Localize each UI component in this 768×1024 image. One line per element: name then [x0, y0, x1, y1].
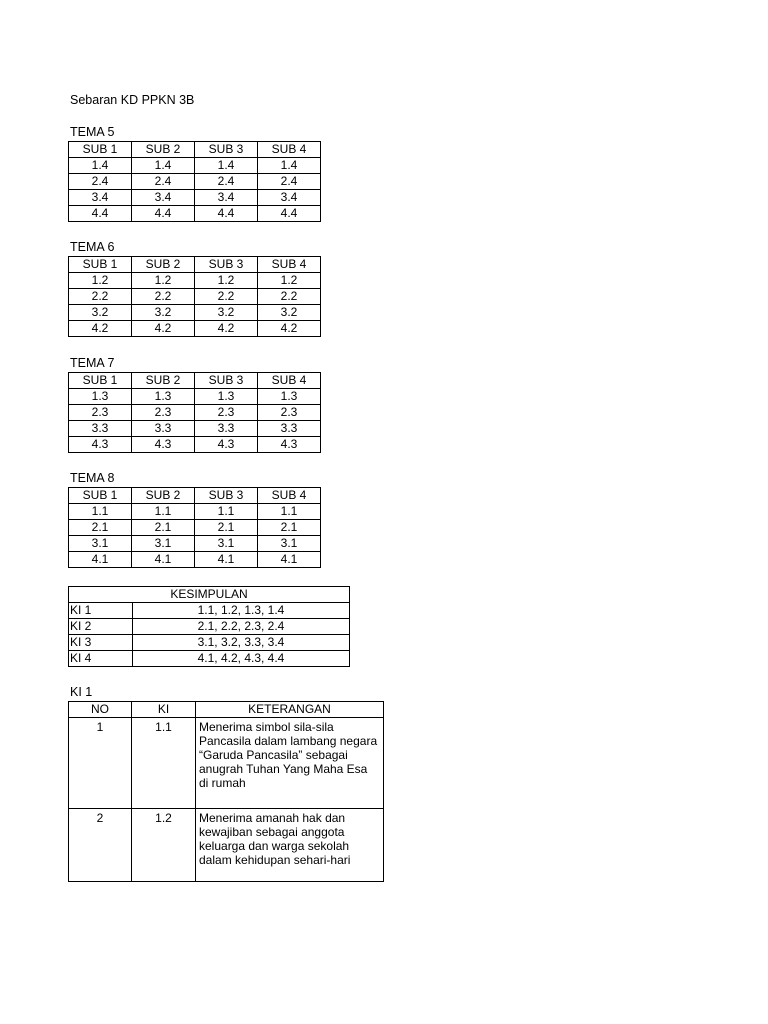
- table-header-row: [69, 257, 321, 273]
- table-row: [69, 536, 321, 552]
- table-cell: 3.4: [69, 190, 132, 206]
- table-cell: 1.2: [258, 273, 321, 289]
- table-cell: 3.3: [132, 421, 195, 437]
- table-cell: 1: [69, 718, 132, 809]
- table-cell: 2.3: [132, 405, 195, 421]
- table-cell: 2.2: [69, 289, 132, 305]
- table-header-row: [69, 373, 321, 389]
- table-cell: 2.1: [132, 520, 195, 536]
- table-cell: 4.1: [258, 552, 321, 568]
- table-row: [69, 552, 321, 568]
- table-cell: 1.2: [132, 273, 195, 289]
- table-cell: 1.1: [195, 504, 258, 520]
- table-cell: 4.1, 4.2, 4.3, 4.4: [133, 651, 350, 667]
- table-cell: 2.1, 2.2, 2.3, 2.4: [133, 619, 350, 635]
- header-ki: KI: [132, 702, 196, 718]
- table-row: [69, 289, 321, 305]
- ki-1-table: [68, 701, 384, 882]
- tema-8-label: TEMA 8: [70, 471, 115, 485]
- table-cell: 2.4: [258, 174, 321, 190]
- header-sub-3: SUB 3: [195, 488, 258, 504]
- tema-5-table: [68, 141, 321, 222]
- table-cell: Menerima amanah hak dan kewajiban sebagai anggota keluarga dan warga sekolah dalam kehidupan sehari-hari: [196, 809, 384, 882]
- table-cell: 3.2: [132, 305, 195, 321]
- table-cell: 2: [69, 809, 132, 882]
- kesimpulan-table: [68, 586, 350, 667]
- table-cell: 3.4: [195, 190, 258, 206]
- table-cell: 3.3: [258, 421, 321, 437]
- table-cell: 4.3: [132, 437, 195, 453]
- tema-7-table: [68, 372, 321, 453]
- table-row: [69, 520, 321, 536]
- table-cell: 1.3: [258, 389, 321, 405]
- table-row: [69, 504, 321, 520]
- table-row: [69, 718, 384, 809]
- header-sub-1: SUB 1: [69, 142, 132, 158]
- header-sub-4: SUB 4: [258, 257, 321, 273]
- table-row: [69, 174, 321, 190]
- table-row: [69, 603, 350, 619]
- table-cell: 1.2: [69, 273, 132, 289]
- table-cell: 2.1: [258, 520, 321, 536]
- header-sub-2: SUB 2: [132, 488, 195, 504]
- table-row: [69, 437, 321, 453]
- table-row: [69, 421, 321, 437]
- header-no: NO: [69, 702, 132, 718]
- table-cell: 1.3: [69, 389, 132, 405]
- table-cell: 3.4: [132, 190, 195, 206]
- table-cell: 4.2: [195, 321, 258, 337]
- table-cell: 2.1: [195, 520, 258, 536]
- table-cell: 4.2: [258, 321, 321, 337]
- table-cell: 3.3: [69, 421, 132, 437]
- header-sub-1: SUB 1: [69, 257, 132, 273]
- table-cell: 1.2: [132, 809, 196, 882]
- header-keterangan: KETERANGAN: [196, 702, 384, 718]
- table-cell: 2.1: [69, 520, 132, 536]
- table-row: [69, 190, 321, 206]
- table-cell: 3.4: [258, 190, 321, 206]
- table-cell: 4.1: [132, 552, 195, 568]
- table-cell: 1.1, 1.2, 1.3, 1.4: [133, 603, 350, 619]
- table-cell: 1.4: [258, 158, 321, 174]
- header-sub-2: SUB 2: [132, 373, 195, 389]
- table-cell: 4.3: [69, 437, 132, 453]
- table-row: [69, 405, 321, 421]
- table-cell: 1.1: [69, 504, 132, 520]
- table-cell: 4.4: [258, 206, 321, 222]
- table-cell: 4.1: [69, 552, 132, 568]
- table-cell: 1.4: [132, 158, 195, 174]
- header-sub-3: SUB 3: [195, 142, 258, 158]
- table-cell: 3.1: [258, 536, 321, 552]
- table-header-row: [69, 142, 321, 158]
- table-cell: 2.4: [132, 174, 195, 190]
- table-row: [69, 321, 321, 337]
- table-cell: 2.2: [258, 289, 321, 305]
- table-row: [69, 651, 350, 667]
- table-cell: 4.2: [69, 321, 132, 337]
- ki-1-label: KI 1: [70, 685, 93, 699]
- header-sub-4: SUB 4: [258, 373, 321, 389]
- header-sub-4: SUB 4: [258, 142, 321, 158]
- table-cell: 4.3: [195, 437, 258, 453]
- table-row: [69, 305, 321, 321]
- table-cell: 4.4: [132, 206, 195, 222]
- table-header-row: [69, 702, 384, 718]
- table-row: [69, 635, 350, 651]
- kesimpulan-header: KESIMPULAN: [69, 587, 350, 603]
- table-row: [69, 273, 321, 289]
- table-cell: 2.3: [195, 405, 258, 421]
- table-cell: 1.1: [258, 504, 321, 520]
- tema-7-label: TEMA 7: [70, 356, 115, 370]
- table-cell: 4.1: [195, 552, 258, 568]
- table-cell: 2.4: [195, 174, 258, 190]
- tema-5-label: TEMA 5: [70, 125, 115, 139]
- table-cell: 2.4: [69, 174, 132, 190]
- tema-6-table: [68, 256, 321, 337]
- table-cell: 1.4: [195, 158, 258, 174]
- tema-8-table: [68, 487, 321, 568]
- table-cell: 3.1: [195, 536, 258, 552]
- header-sub-3: SUB 3: [195, 373, 258, 389]
- table-cell: 3.2: [69, 305, 132, 321]
- table-row: [69, 206, 321, 222]
- table-header-row: [69, 488, 321, 504]
- table-cell: KI 1: [69, 603, 133, 619]
- table-cell: 3.3: [195, 421, 258, 437]
- table-cell: 1.3: [132, 389, 195, 405]
- table-cell: 1.1: [132, 718, 196, 809]
- table-cell: 3.2: [258, 305, 321, 321]
- table-cell: KI 3: [69, 635, 133, 651]
- table-cell: Menerima simbol sila-sila Pancasila dalam lambang negara “Garuda Pancasila” sebagai anugrah Tuhan Yang Maha Esa di rumah: [196, 718, 384, 809]
- table-cell: KI 2: [69, 619, 133, 635]
- table-cell: 1.4: [69, 158, 132, 174]
- table-cell: 1.1: [132, 504, 195, 520]
- table-cell: 3.1, 3.2, 3.3, 3.4: [133, 635, 350, 651]
- table-row: [69, 158, 321, 174]
- document-title: Sebaran KD PPKN 3B: [70, 93, 195, 107]
- table-cell: 3.2: [195, 305, 258, 321]
- table-header-row: [69, 587, 350, 603]
- table-cell: 2.3: [69, 405, 132, 421]
- header-sub-2: SUB 2: [132, 257, 195, 273]
- table-cell: KI 4: [69, 651, 133, 667]
- table-cell: 1.2: [195, 273, 258, 289]
- table-row: [69, 809, 384, 882]
- table-cell: 4.4: [195, 206, 258, 222]
- table-row: [69, 619, 350, 635]
- tema-6-label: TEMA 6: [70, 240, 115, 254]
- table-row: [69, 389, 321, 405]
- table-cell: 4.4: [69, 206, 132, 222]
- table-cell: 2.3: [258, 405, 321, 421]
- table-cell: 4.2: [132, 321, 195, 337]
- header-sub-3: SUB 3: [195, 257, 258, 273]
- table-cell: 2.2: [132, 289, 195, 305]
- table-cell: 3.1: [69, 536, 132, 552]
- header-sub-4: SUB 4: [258, 488, 321, 504]
- table-cell: 2.2: [195, 289, 258, 305]
- table-cell: 4.3: [258, 437, 321, 453]
- table-cell: 1.3: [195, 389, 258, 405]
- table-cell: 3.1: [132, 536, 195, 552]
- header-sub-1: SUB 1: [69, 373, 132, 389]
- header-sub-1: SUB 1: [69, 488, 132, 504]
- header-sub-2: SUB 2: [132, 142, 195, 158]
